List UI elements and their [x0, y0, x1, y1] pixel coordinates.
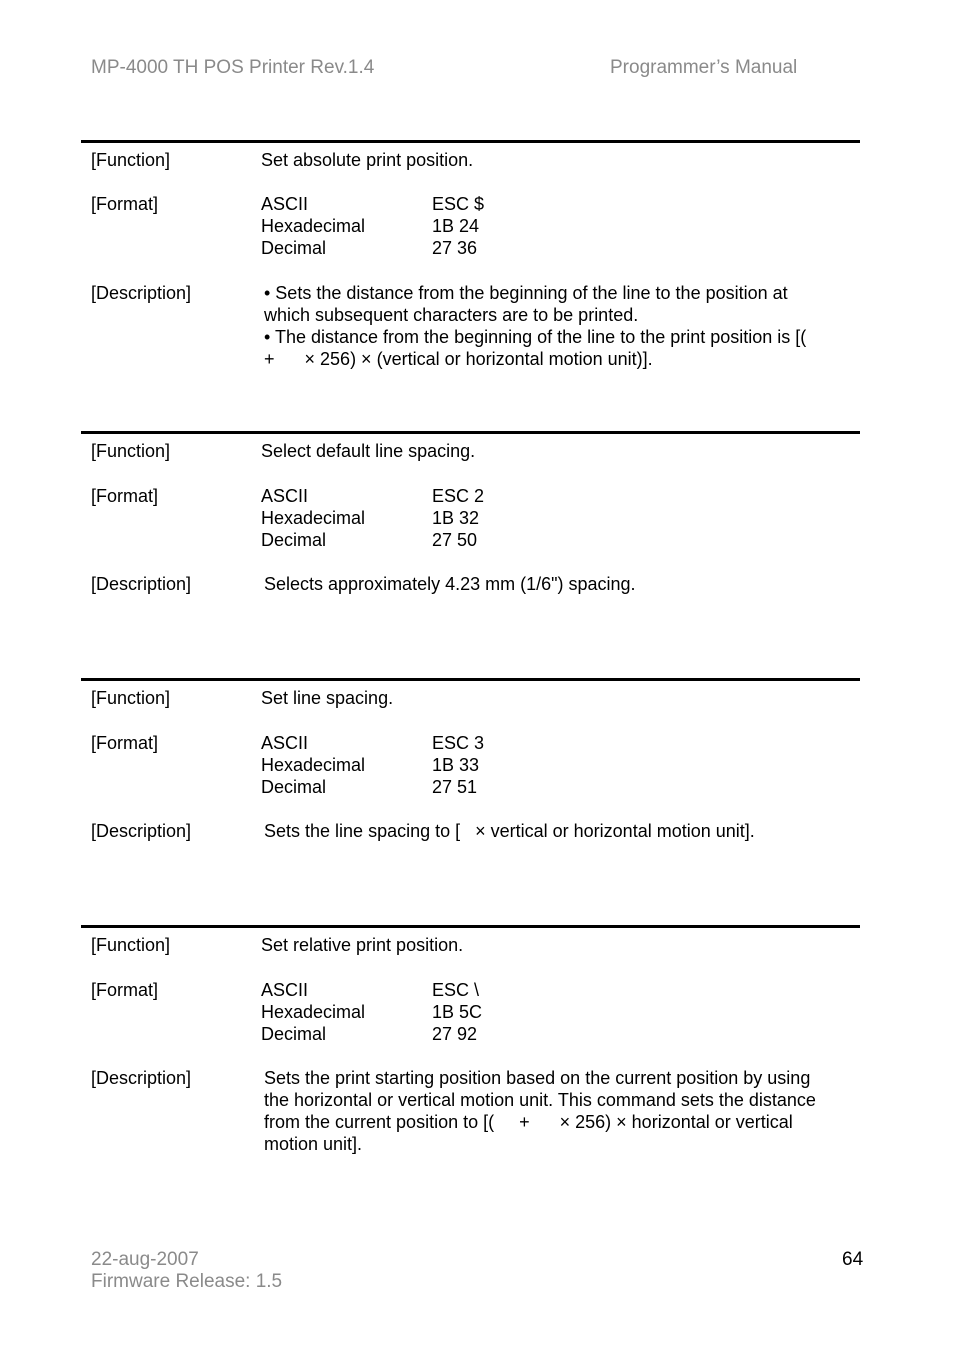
ascii-value: ESC $ — [432, 194, 485, 214]
hex-label: Hexadecimal — [261, 216, 366, 236]
description-label: [Description] — [91, 821, 192, 841]
function-label: [Function] — [91, 150, 171, 170]
format-label: [Format] — [91, 194, 159, 214]
section-rule — [81, 431, 860, 434]
hex-value: 1B 24 — [432, 216, 480, 236]
hex-label: Hexadecimal — [261, 755, 366, 775]
footer-firmware: Firmware Release: 1.5 — [91, 1271, 283, 1292]
hex-value: 1B 32 — [432, 508, 480, 528]
description-text — [264, 1067, 856, 1155]
function-text: Set absolute print position. — [261, 150, 474, 170]
hex-label: Hexadecimal — [261, 508, 366, 528]
description-line: from the current position to [( + × 256) × horizontal or vertical — [264, 1112, 793, 1132]
decimal-value: 27 36 — [432, 238, 478, 258]
hex-label: Hexadecimal — [261, 1002, 366, 1022]
section-rule — [81, 678, 860, 681]
description-text — [264, 282, 856, 370]
function-label: [Function] — [91, 935, 171, 955]
description-text — [264, 573, 856, 595]
description-label: [Description] — [91, 1068, 192, 1088]
ascii-label: ASCII — [261, 486, 309, 506]
hex-value: 1B 5C — [432, 1002, 483, 1022]
function-text: Set relative print position. — [261, 935, 464, 955]
decimal-label: Decimal — [261, 530, 327, 550]
description-line: Sets the print starting position based on the current position by using — [264, 1068, 811, 1088]
description-line: + × 256) × (vertical or horizontal motion unit)]. — [264, 349, 653, 369]
description-line: motion unit]. — [264, 1134, 363, 1154]
description-line: Selects approximately 4.23 mm (1/6") spacing. — [264, 574, 636, 594]
ascii-label: ASCII — [261, 733, 309, 753]
decimal-value: 27 50 — [432, 530, 478, 550]
decimal-label: Decimal — [261, 1024, 327, 1044]
format-label: [Format] — [91, 733, 159, 753]
description-line: Sets the line spacing to [ × vertical or horizontal motion unit]. — [264, 821, 755, 841]
hex-value: 1B 33 — [432, 755, 480, 775]
document-title: MP-4000 TH POS Printer Rev.1.4 — [91, 57, 375, 78]
manual-title: Programmer’s Manual — [610, 57, 798, 78]
ascii-value: ESC 3 — [432, 733, 485, 753]
decimal-value: 27 92 — [432, 1024, 478, 1044]
function-label: [Function] — [91, 688, 171, 708]
description-label: [Description] — [91, 574, 192, 594]
format-label: [Format] — [91, 486, 159, 506]
description-line: • The distance from the beginning of the line to the print position is [( — [264, 327, 807, 347]
ascii-label: ASCII — [261, 194, 309, 214]
format-label: [Format] — [91, 980, 159, 1000]
description-label: [Description] — [91, 283, 192, 303]
section-rule — [81, 925, 860, 928]
section-rule — [81, 140, 860, 143]
function-text: Set line spacing. — [261, 688, 394, 708]
footer-date: 22-aug-2007 — [91, 1249, 199, 1270]
description-text — [264, 820, 856, 842]
ascii-value: ESC 2 — [432, 486, 485, 506]
decimal-label: Decimal — [261, 777, 327, 797]
function-label: [Function] — [91, 441, 171, 461]
page-number: 64 — [842, 1249, 864, 1270]
description-line: • Sets the distance from the beginning of the line to the position at — [264, 283, 788, 303]
description-line: the horizontal or vertical motion unit. This command sets the distance — [264, 1090, 816, 1110]
ascii-value: ESC \ — [432, 980, 480, 1000]
function-text: Select default line spacing. — [261, 441, 476, 461]
decimal-value: 27 51 — [432, 777, 478, 797]
description-line: which subsequent characters are to be printed. — [264, 305, 639, 325]
decimal-label: Decimal — [261, 238, 327, 258]
ascii-label: ASCII — [261, 980, 309, 1000]
